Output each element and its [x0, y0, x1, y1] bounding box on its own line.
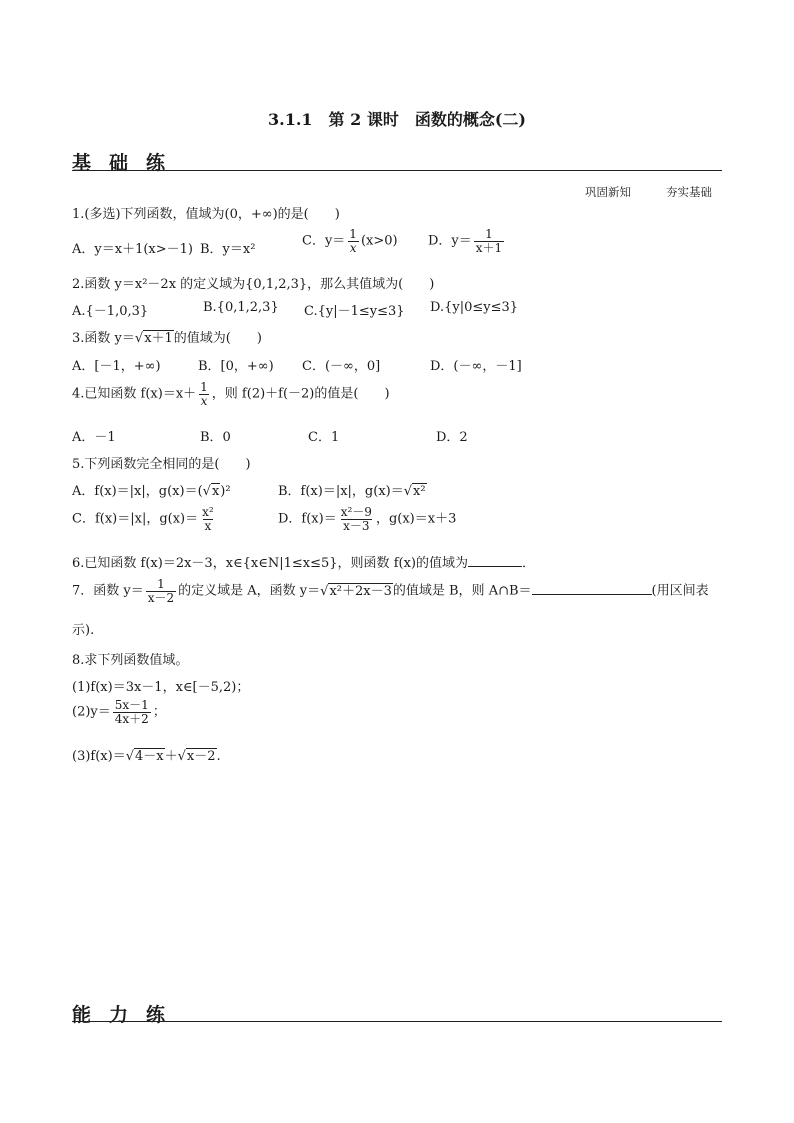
q7-suffix: 的值域是 B，则 A∩B＝ — [392, 583, 532, 599]
q5-option-b — [278, 480, 427, 499]
section-rule — [72, 170, 722, 171]
q2-option-c: C.{y|－1≤y≤3} — [304, 304, 405, 319]
q4-option-a: A．－1 — [72, 430, 116, 445]
q3-stem — [72, 327, 262, 346]
q7-fraction — [146, 578, 176, 604]
q5-c-fraction — [200, 506, 216, 532]
q3-prefix: 3.函数 y＝ — [72, 331, 135, 346]
q5-option-c — [72, 506, 218, 532]
q4-fraction — [198, 381, 210, 407]
q3-radicand: x＋1 — [144, 331, 173, 346]
q5-option-a — [72, 480, 231, 499]
q6-text: 6.已知函数 f(x)＝2x－3，x∈{x∈N|1≤x≤5}，则函数 f(x)的值域为 — [72, 556, 468, 571]
q8-p3-radicand1: 4－x — [135, 749, 164, 764]
q8-p2-fraction — [113, 699, 151, 725]
q1-c-prefix: C．y＝ — [302, 233, 346, 249]
q4-suffix: ，则 f(2)＋f(－2)的值是( ) — [211, 386, 390, 402]
q8-p2-prefix: (2)y＝ — [72, 704, 111, 720]
q5-c-numerator: x² — [202, 505, 214, 519]
q5-d-prefix: D．f(x)＝ — [278, 511, 337, 527]
q1-c-suffix: (x>0) — [360, 233, 398, 249]
q7-middle: 的定义域是 A，函数 y＝ — [178, 583, 321, 599]
q3-sqrt: √x＋1 — [134, 331, 173, 346]
q3-option-a: A．[－1，+∞) — [72, 359, 161, 374]
q1-c-numerator: 1 — [349, 227, 357, 241]
q3-option-b: B．[0，+∞) — [198, 359, 274, 374]
q5-d-suffix: ，g(x)＝x＋3 — [375, 511, 457, 527]
q1-d-prefix: D．y＝ — [428, 233, 472, 249]
q7-prefix: 7．函数 y＝ — [72, 583, 144, 599]
q5-d-denominator: x－3 — [343, 518, 370, 533]
q5-a-radicand: x — [211, 484, 220, 499]
q3-option-d: D．(－∞，－1] — [430, 359, 522, 374]
q1-d-fraction — [474, 228, 504, 254]
q4-prefix: 4.已知函数 f(x)＝x＋ — [72, 386, 197, 402]
q8-p3-plus: ＋ — [164, 749, 178, 764]
q8-p3-radicand2: x－2 — [186, 749, 216, 764]
q1-stem: 1.(多选)下列函数，值域为(0，+∞)的是( ) — [72, 207, 340, 222]
q1-option-a: A．y＝x＋1(x>－1) — [72, 242, 193, 257]
q5-b-prefix: B．f(x)＝|x|，g(x)＝ — [278, 484, 404, 499]
q5-c-prefix: C．f(x)＝|x|，g(x)＝ — [72, 511, 199, 527]
q8-p3-sqrt2: √x－2 — [177, 749, 216, 764]
page-title: 3.1.1 第 2 课时 函数的概念(二) — [268, 110, 526, 129]
q7-stem — [72, 578, 709, 604]
section-heading-ability: 能力练 — [72, 1004, 184, 1026]
q3-option-c: C．(－∞，0] — [302, 359, 381, 374]
q8-p2-denominator: 4x＋2 — [114, 711, 149, 726]
q2-option-b: B.{0,1,2,3} — [203, 300, 279, 315]
q1-option-c — [302, 228, 398, 254]
q6-stem — [72, 552, 535, 571]
q7-tail: (用区间表 — [651, 583, 709, 599]
q2-option-a: A.{－1,0,3} — [72, 304, 149, 319]
q1-c-fraction — [347, 228, 359, 254]
tag-foundation: 夯实基础 — [666, 185, 712, 199]
q8-p2-suffix: ； — [152, 704, 166, 720]
q7-radicand: x²＋2x－3 — [329, 583, 392, 599]
q1-option-d — [428, 228, 506, 254]
q4-denominator: x — [200, 393, 208, 408]
q5-b-sqrt: √x² — [403, 484, 426, 499]
q3-suffix: 的值域为( ) — [173, 331, 262, 346]
q1-option-b: B．y＝x² — [200, 242, 256, 257]
q8-p3-sqrt1: √4－x — [125, 749, 164, 764]
q8-p3-prefix: (3)f(x)＝ — [72, 749, 126, 764]
q4-option-b: B．0 — [200, 430, 231, 445]
q4-numerator: 1 — [200, 380, 208, 394]
q2-stem: 2.函数 y＝x²－2x 的定义域为{0,1,2,3}，那么其值域为( ) — [72, 277, 435, 292]
q7-line2: 示). — [72, 623, 95, 638]
q8-p3-suffix: . — [216, 749, 221, 764]
q7-sqrt: √x²＋2x－3 — [320, 583, 392, 599]
q5-d-fraction — [339, 506, 374, 532]
q6-answer-blank[interactable] — [468, 554, 522, 567]
section-rule-2 — [72, 1021, 722, 1022]
q5-a-suffix: )² — [220, 484, 231, 499]
q8-part3 — [72, 745, 221, 764]
q5-d-numerator: x²－9 — [340, 505, 372, 519]
q5-b-radicand: x² — [413, 484, 426, 499]
q7-denominator: x－2 — [147, 590, 175, 605]
q8-p2-numerator: 5x－1 — [114, 698, 149, 712]
q1-c-denominator: x — [349, 240, 357, 255]
q5-a-prefix: A．f(x)＝|x|，g(x)＝( — [72, 484, 203, 499]
q7-numerator: 1 — [157, 577, 165, 591]
q8-part1: (1)f(x)＝3x－1，x∈[－5,2)； — [72, 680, 250, 695]
q8-part2 — [72, 699, 166, 725]
tag-consolidate: 巩固新知 — [585, 185, 631, 199]
q4-stem — [72, 381, 390, 407]
q5-option-d — [278, 506, 456, 532]
q5-a-sqrt: √x — [202, 484, 220, 499]
q8-stem: 8.求下列函数值域。 — [72, 653, 189, 668]
q4-option-c: C．1 — [308, 430, 340, 445]
q2-option-d: D.{y|0≤y≤3} — [430, 300, 519, 315]
q5-stem: 5.下列函数完全相同的是( ) — [72, 457, 251, 472]
q6-end: ． — [521, 556, 535, 571]
q5-c-denominator: x — [204, 518, 212, 533]
q1-d-numerator: 1 — [485, 227, 493, 241]
section-heading-basic: 基础练 — [72, 152, 184, 174]
q7-answer-blank[interactable] — [532, 582, 652, 595]
q1-d-denominator: x＋1 — [475, 240, 503, 255]
q4-option-d: D．2 — [436, 430, 468, 445]
